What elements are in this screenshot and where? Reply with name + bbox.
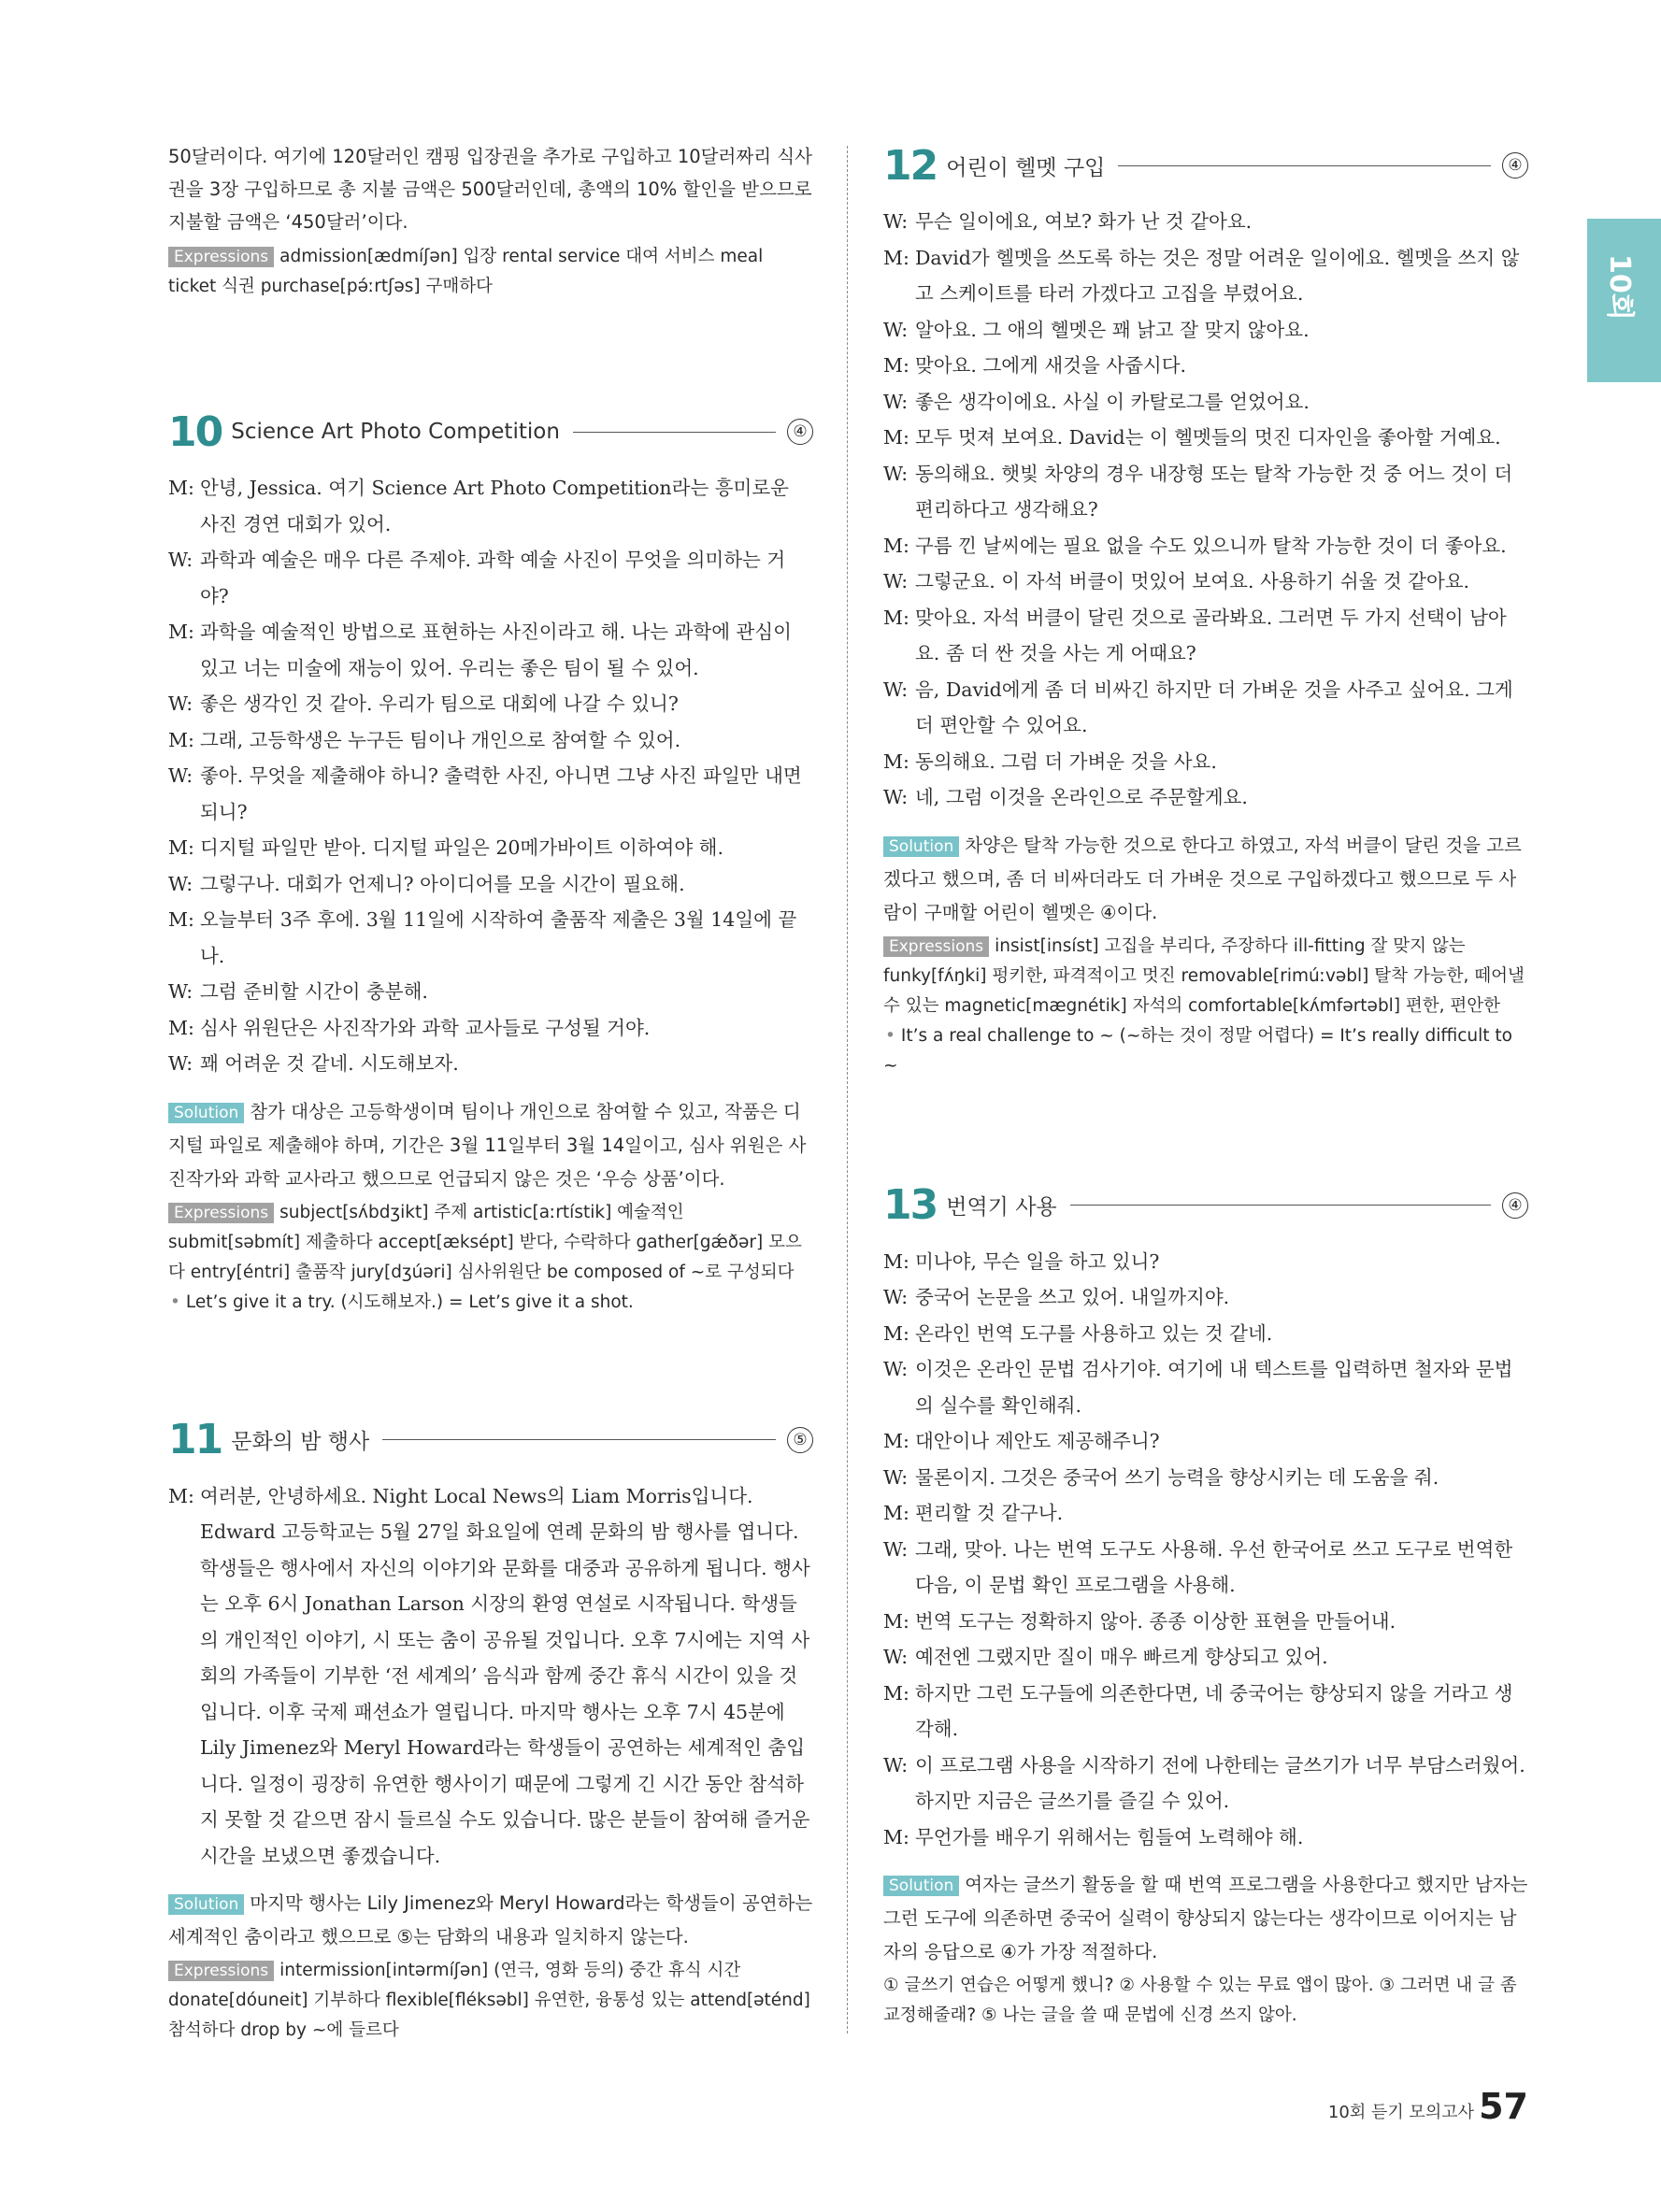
solution-text: 참가 대상은 고등학생이며 팀이나 개인으로 참여할 수 있고, 작품은 디지털 파일로 제출해야 하며, 기간은 3월 11일부터 3월 14일이고, 심사 위원은 사진작가와 과학 교사라고 했으므로 언급되지 않은 것은 ‘우승 상품’이다. xyxy=(168,1100,807,1190)
section-10-expressions xyxy=(168,1198,813,1288)
carry-over-text: 50달러이다. 여기에 120달러인 캠핑 입장권을 추가로 구입하고 10달러짜리 식사권을 3장 구입하므로 총 지불 금액은 500달러인데, 총액의 10% 할인을 받으므로 지불할 금액은 ‘450달러’이다. xyxy=(168,146,812,233)
speaker: M: xyxy=(883,426,909,449)
dialogue-line xyxy=(883,1279,1528,1316)
dialogue-line xyxy=(883,384,1528,421)
side-tab-label: 10회 xyxy=(1603,254,1636,321)
utterance: 오늘부터 3주 후에. 3월 11일에 시작하여 출품작 제출은 3월 14일에 끝나. xyxy=(200,908,797,967)
section-13-solution xyxy=(883,1868,1528,1969)
speaker: M: xyxy=(883,1825,909,1848)
utterance: 동의해요. 햇빛 차양의 경우 내장형 또는 탈착 가능한 것 중 어느 것이 더 편리하다고 생각해요? xyxy=(915,462,1513,521)
utterance: 편리할 것 같구나. xyxy=(915,1502,1064,1524)
speaker: W: xyxy=(883,1537,909,1561)
speaker: M: xyxy=(168,908,194,931)
answer-circle: ⑤ xyxy=(787,1427,813,1453)
section-number: 10 xyxy=(168,407,222,456)
section-13-header xyxy=(883,1180,1528,1231)
page-number: 57 xyxy=(1479,2086,1528,2127)
dialogue-line xyxy=(883,744,1528,780)
header-rule xyxy=(1070,1205,1491,1206)
dialogue-line xyxy=(883,420,1528,456)
expressions-tag: Expressions xyxy=(883,936,989,957)
speaker: W: xyxy=(883,462,909,485)
header-rule xyxy=(573,432,776,433)
utterance: 여러분, 안녕하세요. Night Local News의 Liam Morris입니다. Edward 고등학교는 5월 27일 화요일에 연례 문화의 밤 행사를 엽니다. 학생들은 행사에서 자신의 이야기와 문화를 대중과 공유하게 됩니다. 행사는 오후 6시 Jonathan Larson 시장의 환영 연설로 시작됩니다. 학생들의 개인적인 이야기, 시 또는 춤이 공유될 것입니다. 오후 7시에는 지역 사회의 가족들이 기부한 ‘전 세계의’ 음식과 함께 중간 휴식 시간이 있을 것입니다. 이후 국제 패션쇼가 열립니다. 마지막 행사는 오후 7시 45분에 Lily Jimenez와 Meryl Howard라는 학생들이 공연하는 세계적인 춤입니다. 일정이 굉장히 유연한 행사이기 때문에 그렇게 긴 시간 동안 참석하지 못할 것 같으면 잠시 들르실 수도 있습니다. 많은 분들이 참여해 즐거운 시간을 보냈으면 좋겠습니다. xyxy=(200,1484,810,1867)
speaker: M: xyxy=(168,1016,194,1039)
solution-tag: Solution xyxy=(168,1894,244,1915)
utterance: 동의해요. 그럼 더 가벼운 것을 사요. xyxy=(915,749,1217,773)
dialogue-line xyxy=(883,1316,1528,1352)
answer-circle: ④ xyxy=(787,419,813,445)
chapter-side-tab xyxy=(1587,219,1661,382)
section-10-dialogue xyxy=(168,470,813,1082)
speaker: W: xyxy=(883,1286,909,1308)
dialogue-line xyxy=(168,758,813,830)
section-11-expressions xyxy=(168,1956,813,2046)
utterance: 무언가를 배우기 위해서는 힘들여 노력해야 해. xyxy=(915,1825,1304,1848)
speaker: M: xyxy=(883,1321,909,1345)
section-title: 어린이 헬멧 구입 xyxy=(946,155,1106,180)
dialogue-line xyxy=(883,528,1528,564)
speaker: M: xyxy=(168,477,194,499)
speaker: M: xyxy=(883,246,909,269)
carry-expressions xyxy=(168,242,813,302)
utterance: 심사 위원단은 사진작가와 과학 교사들로 구성될 거야. xyxy=(200,1016,651,1039)
utterance: 하지만 그런 도구들에 의존한다면, 네 중국어는 향상되지 않을 거라고 생각해. xyxy=(915,1681,1513,1740)
dialogue-line xyxy=(883,1495,1528,1532)
speaker: W: xyxy=(883,1753,909,1777)
dialogue-line xyxy=(168,686,813,722)
dialogue-line xyxy=(883,240,1528,312)
section-10-header xyxy=(168,407,813,457)
section-title: 번역기 사용 xyxy=(946,1195,1057,1220)
section-12-tip: • It’s a real challenge to ~ (~하는 것이 정말 어렵다) = It’s really difficult to ~ xyxy=(883,1021,1528,1081)
utterance: 과학과 예술은 매우 다른 주제야. 과학 예술 사진이 무엇을 의미하는 거야? xyxy=(200,549,786,607)
dialogue-line xyxy=(883,1423,1528,1460)
speaker: W: xyxy=(168,692,193,715)
utterance: 미나야, 무슨 일을 하고 있니? xyxy=(915,1249,1160,1273)
dialogue-line xyxy=(168,614,813,686)
section-11-solution xyxy=(168,1887,813,1954)
section-12-dialogue xyxy=(883,204,1528,816)
dialogue-line xyxy=(883,1244,1528,1280)
speaker: M: xyxy=(883,606,909,629)
section-title: 문화의 밤 행사 xyxy=(231,1430,370,1454)
speaker: W: xyxy=(168,549,193,571)
speaker: W: xyxy=(883,1358,909,1380)
dialogue-line xyxy=(883,779,1528,816)
utterance: 예전엔 그랬지만 질이 매우 빠르게 향상되고 있어. xyxy=(915,1646,1328,1668)
solution-text: 마지막 행사는 Lily Jimenez와 Meryl Howard라는 학생들이 공연하는 세계적인 춤이라고 했으므로 ⑤는 담화의 내용과 일치하지 않는다. xyxy=(168,1892,813,1948)
section-10-solution xyxy=(168,1095,813,1196)
utterance: 맞아요. 그에게 새것을 사줍시다. xyxy=(915,354,1187,377)
dialogue-line xyxy=(883,600,1528,672)
dialogue-line xyxy=(168,1010,813,1047)
utterance: 그렇군요. 이 자석 버클이 멋있어 보여요. 사용하기 쉬울 것 같아요. xyxy=(915,570,1470,592)
speaker: W: xyxy=(883,210,909,233)
expressions-tag: Expressions xyxy=(168,247,274,267)
header-rule xyxy=(382,1439,776,1440)
section-10-tip: • Let’s give it a try. (시도해보자.) = Let’s give it a shot. xyxy=(168,1288,813,1318)
utterance: 그래, 맞아. 나는 번역 도구도 사용해. 우선 한국어로 쓰고 도구로 번역한 다음, 이 문법 확인 프로그램을 사용해. xyxy=(915,1537,1513,1596)
utterance: 모두 멋져 보여요. David는 이 헬멧들의 멋진 디자인을 좋아할 거예요. xyxy=(915,426,1501,449)
solution-tag: Solution xyxy=(883,836,959,857)
speaker: W: xyxy=(168,1052,193,1075)
speaker: W: xyxy=(883,1646,909,1668)
speaker: M: xyxy=(883,534,909,557)
section-12-header xyxy=(883,140,1528,191)
section-11-header xyxy=(168,1415,813,1465)
utterance: 좋아. 무엇을 제출해야 하니? 출력한 사진, 아니면 그냥 사진 파일만 내면 되니? xyxy=(200,764,802,823)
utterance: 디지털 파일만 받아. 디지털 파일은 20메가바이트 이하여야 해. xyxy=(200,836,724,859)
speaker: M: xyxy=(883,1502,909,1524)
speaker: M: xyxy=(168,1484,194,1507)
section-11-monologue xyxy=(168,1478,813,1875)
utterance: 대안이나 제안도 제공해주니? xyxy=(915,1430,1160,1452)
section-13-dialogue xyxy=(883,1244,1528,1856)
dialogue-line xyxy=(883,348,1528,384)
speaker: W: xyxy=(883,318,909,341)
utterance: 구름 낀 날씨에는 필요 없을 수도 있으니까 탈착 가능한 것이 더 좋아요. xyxy=(915,534,1507,557)
dialogue-line xyxy=(168,722,813,759)
utterance: 물론이지. 그것은 중국어 쓰기 능력을 향상시키는 데 도움을 줘. xyxy=(915,1465,1439,1489)
utterance: 좋은 생각인 것 같아. 우리가 팀으로 대회에 나갈 수 있니? xyxy=(200,692,679,715)
section-12-expressions xyxy=(883,932,1528,1021)
utterance: 좋은 생각이에요. 사실 이 카탈로그를 얻었어요. xyxy=(915,390,1310,413)
section-13-choices: ① 글쓰기 연습은 어떻게 했니? ② 사용할 수 있는 무료 앱이 많아. ③ 그러면 내 글 좀 교정해줄래? ⑤ 나는 글을 쓸 때 문법에 신경 쓰지 않아. xyxy=(883,1976,1517,2025)
dialogue-line xyxy=(883,312,1528,349)
speaker: M: xyxy=(883,1430,909,1452)
speaker: M: xyxy=(883,1681,909,1705)
dialogue-line xyxy=(883,1532,1528,1604)
expressions-text: intermission[intərmíʃən] (연극, 영화 등의) 중간 휴식 시간 donate[dóuneit] 기부하다 flexible[fléksəbl] 유연한, 융통성 있는 attend[əténd] 참석하다 drop by ~에 들르다 xyxy=(168,1961,810,2040)
dialogue-line xyxy=(883,1460,1528,1496)
speaker: W: xyxy=(168,980,193,1003)
utterance: 네, 그럼 이것을 온라인으로 주문할게요. xyxy=(915,786,1248,808)
utterance: 이 프로그램 사용을 시작하기 전에 나한테는 글쓰기가 너무 부담스러웠어. 하지만 지금은 글쓰기를 즐길 수 있어. xyxy=(915,1753,1525,1812)
utterance: 이것은 온라인 문법 검사기야. 여기에 내 텍스트를 입력하면 철자와 문법의 실수를 확인해줘. xyxy=(915,1358,1513,1417)
dialogue-line xyxy=(168,470,813,542)
dialogue-line xyxy=(883,204,1528,240)
speaker: M: xyxy=(883,749,909,773)
left-column xyxy=(168,140,813,2046)
speaker: W: xyxy=(168,764,193,787)
speaker: M: xyxy=(883,1249,909,1273)
dialogue-line xyxy=(883,456,1528,528)
dialogue-line xyxy=(168,866,813,903)
dialogue-line xyxy=(883,564,1528,600)
section-number: 11 xyxy=(168,1416,222,1463)
right-column xyxy=(883,140,1528,2031)
solution-tag: Solution xyxy=(883,1876,959,1896)
dialogue-line xyxy=(168,830,813,866)
solution-text: 여자는 글쓰기 활동을 할 때 번역 프로그램을 사용한다고 했지만 남자는 그런 도구에 의존하면 중국어 실력이 향상되지 않는다는 생각이므로 이어지는 남자의 응답으로 ④가 가장 적절하다. xyxy=(883,1874,1528,1962)
dialogue-line xyxy=(883,1639,1528,1676)
expressions-tag: Expressions xyxy=(168,1961,274,1981)
speaker: M: xyxy=(883,1609,909,1633)
speaker: W: xyxy=(883,1465,909,1489)
speaker: M: xyxy=(883,354,909,377)
speaker: W: xyxy=(883,786,909,808)
utterance: 음, David에게 좀 더 비싸긴 하지만 더 가벼운 것을 사주고 싶어요. 그게 더 편안할 수 있어요. xyxy=(915,678,1513,736)
utterance: 무슨 일이에요, 여보? 화가 난 것 같아요. xyxy=(915,210,1253,233)
column-divider xyxy=(847,146,848,2034)
utterance: 온라인 번역 도구를 사용하고 있는 것 같네. xyxy=(915,1321,1273,1345)
dialogue-line xyxy=(883,1351,1528,1423)
utterance: 맞아요. 자석 버클이 달린 것으로 골라봐요. 그러면 두 가지 선택이 남아요. 좀 더 싼 것을 사는 게 어때요? xyxy=(915,606,1507,664)
section-title: Science Art Photo Competition xyxy=(231,420,560,444)
utterance: 알아요. 그 애의 헬멧은 꽤 낡고 잘 맞지 않아요. xyxy=(915,318,1310,341)
utterance: 그렇구나. 대회가 언제니? 아이디어를 모을 시간이 필요해. xyxy=(200,872,685,895)
speaker: W: xyxy=(168,872,193,895)
solution-tag: Solution xyxy=(168,1103,244,1123)
dialogue-line xyxy=(168,542,813,614)
dialogue-line xyxy=(883,672,1528,744)
utterance: 안녕, Jessica. 여기 Science Art Photo Competition라는 흥미로운 사진 경연 대회가 있어. xyxy=(200,477,789,535)
dialogue-line xyxy=(168,1046,813,1082)
dialogue-line xyxy=(883,1676,1528,1748)
section-12-solution xyxy=(883,829,1528,930)
utterance: 꽤 어려운 것 같네. 시도해보자. xyxy=(200,1052,459,1075)
dialogue-line xyxy=(168,902,813,974)
dialogue-line xyxy=(883,1820,1528,1856)
utterance: 중국어 논문을 쓰고 있어. 내일까지야. xyxy=(915,1286,1230,1308)
utterance: 그럼 준비할 시간이 충분해. xyxy=(200,980,428,1003)
speaker: W: xyxy=(883,390,909,413)
expressions-tag: Expressions xyxy=(168,1203,274,1223)
speaker: M: xyxy=(168,728,194,751)
expressions-text: admission[ædmíʃən] 입장 rental service 대여 서비스 meal ticket 식권 purchase[pə́ːrtʃəs] 구매하다 xyxy=(168,247,764,296)
answer-circle: ④ xyxy=(1502,1192,1528,1219)
speaker: M: xyxy=(168,621,194,643)
utterance: 과학을 예술적인 방법으로 표현하는 사진이라고 해. 나는 과학에 관심이 있고 너는 미술에 재능이 있어. 우리는 좋은 팀이 될 수 있어. xyxy=(200,621,792,679)
header-rule xyxy=(1118,165,1491,166)
speaker: M: xyxy=(168,836,194,859)
utterance: 그래, 고등학생은 누구든 팀이나 개인으로 참여할 수 있어. xyxy=(200,728,681,751)
dialogue-line xyxy=(883,1604,1528,1640)
dialogue-line xyxy=(883,1748,1528,1820)
answer-circle: ④ xyxy=(1502,152,1528,178)
expressions-text: insist[insíst] 고집을 부리다, 주장하다 ill-fitting 잘 맞지 않는 funky[fʌ́ŋki] 펑키한, 파격적이고 멋진 removable[rimúːvəbl] 탈착 가능한, 떼어낼 수 있는 magnetic[mægnétik] 자석의 comfortable[kʌ́mfərtəbl] 편한, 편안한 xyxy=(883,935,1525,1016)
section-number: 13 xyxy=(883,1181,938,1229)
section-number: 12 xyxy=(883,141,938,190)
dialogue-line xyxy=(168,974,813,1010)
footer-label: 10회 듣기 모의고사 xyxy=(1327,2103,1474,2122)
speaker: W: xyxy=(883,678,909,701)
utterance: David가 헬멧을 쓰도록 하는 것은 정말 어려운 일이에요. 헬멧을 쓰지 않고 스케이트를 타러 가겠다고 고집을 부렸어요. xyxy=(915,246,1520,305)
utterance: 번역 도구는 정확하지 않아. 종종 이상한 표현을 만들어내. xyxy=(915,1609,1396,1633)
solution-text: 차양은 탈착 가능한 것으로 한다고 하였고, 자석 버클이 달린 것을 고르겠다고 했으며, 좀 더 비싸더라도 더 가벼운 것으로 구입하겠다고 했으므로 두 사람이 구매할 어린이 헬멧은 ④이다. xyxy=(883,834,1522,923)
expressions-text: subject[sʌ́bdʒikt] 주제 artistic[aːrtístik] 예술적인 submit[səbmít] 제출하다 accept[æksépt] 받다, 수락하다 gather[gǽðər] 모으다 entry[éntri] 출품작 jury[dʒúəri] 심사위원단 be composed of ~로 구성되다 xyxy=(168,1202,802,1282)
speaker: W: xyxy=(883,570,909,592)
